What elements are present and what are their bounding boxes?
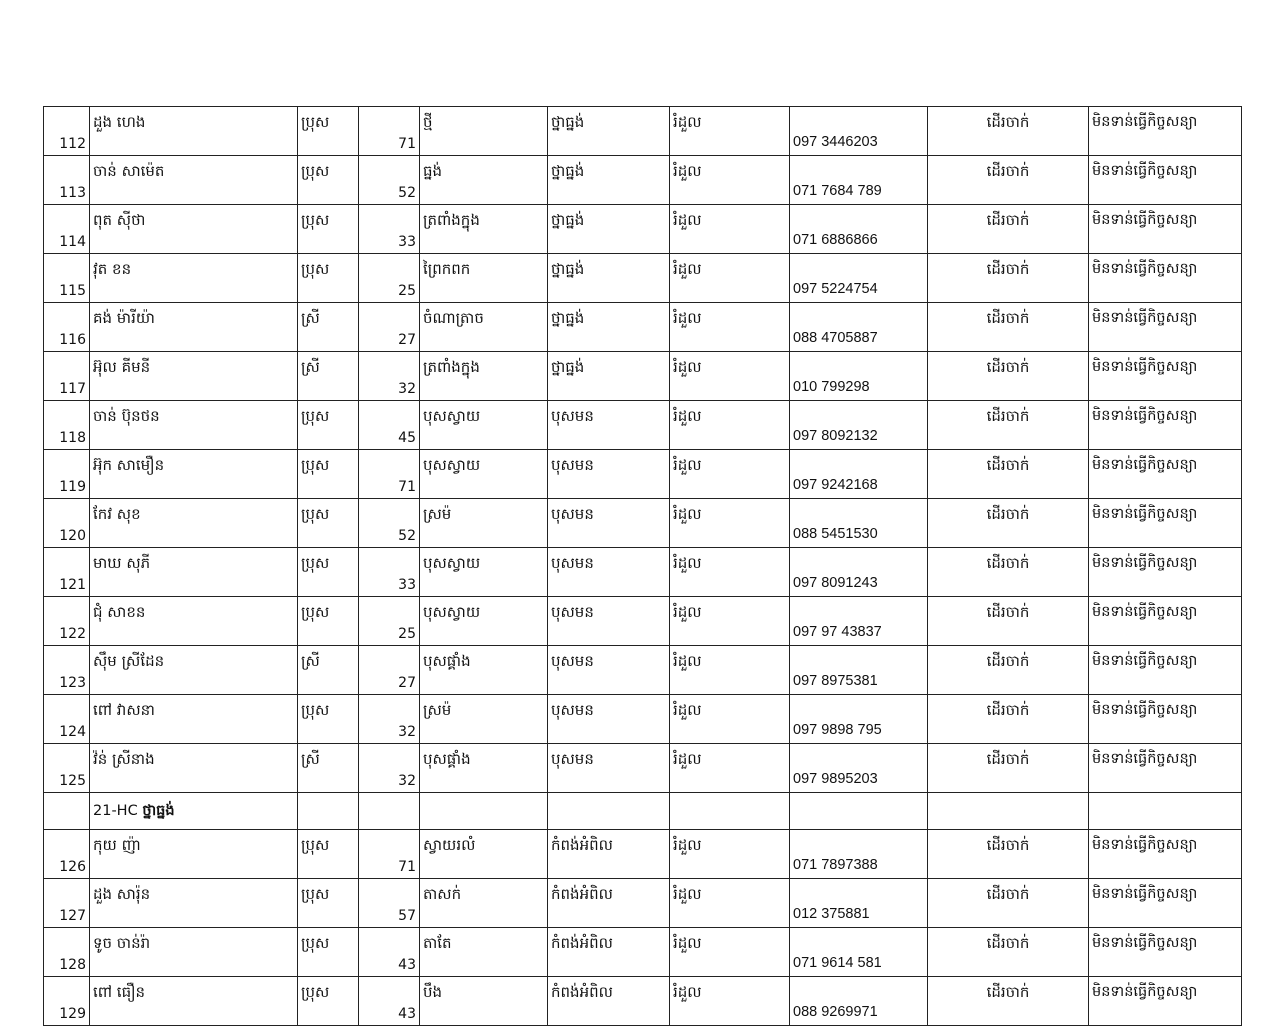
age-cell: 57 (359, 879, 420, 928)
row-number-cell: 113 (44, 156, 90, 205)
person-name-cell: កុយ ញ៉ា (90, 830, 298, 879)
row-number-cell: 125 (44, 744, 90, 793)
person-name-cell: កែវ សុខ (90, 499, 298, 548)
person-name-cell: ចាន់ សាម៉េត (90, 156, 298, 205)
commune-cell: បុសមន (548, 597, 670, 646)
travel-method-cell: ដើរចាក់ (928, 499, 1089, 548)
table-row (44, 597, 1242, 646)
sex-cell: ប្រុស (298, 830, 359, 879)
table-row (44, 352, 1242, 401)
phone-number-cell: 097 9898 795 (790, 695, 928, 744)
person-name-cell: ពុត ស៊ីថា (90, 205, 298, 254)
age-cell: 71 (359, 450, 420, 499)
table-row (44, 695, 1242, 744)
commune-cell: បុសមន (548, 646, 670, 695)
age-cell: 43 (359, 977, 420, 1026)
row-number-cell: 115 (44, 254, 90, 303)
contract-status-cell: មិនទាន់ធ្វើកិច្ចសន្យា (1089, 352, 1242, 401)
table-row (44, 450, 1242, 499)
sex-cell: ប្រុស (298, 107, 359, 156)
phone-number-cell: 071 9614 581 (790, 928, 928, 977)
row-number-cell: 123 (44, 646, 90, 695)
commune-cell: បុសមន (548, 450, 670, 499)
person-name-cell: ទូច ចាន់រ៉ា (90, 928, 298, 977)
row-number-cell: 118 (44, 401, 90, 450)
person-name-cell: ចាន់ ប៊ុនថន (90, 401, 298, 450)
phone-number-cell: 088 9269971 (790, 977, 928, 1026)
phone-number-cell: 097 8091243 (790, 548, 928, 597)
phone-number-cell: 097 5224754 (790, 254, 928, 303)
person-name-cell: ស៊ឹម ស្រីដែន (90, 646, 298, 695)
row-number-cell: 122 (44, 597, 90, 646)
district-cell: រំដួល (670, 646, 790, 695)
contract-status-cell: មិនទាន់ធ្វើកិច្ចសន្យា (1089, 254, 1242, 303)
person-name-cell: អ៊ុល គីមនី (90, 352, 298, 401)
village-cell: បុសស្វាយ (420, 597, 548, 646)
phone-number-cell: 097 3446203 (790, 107, 928, 156)
village-cell: បុសស្វាយ (420, 450, 548, 499)
rows-section-b (44, 830, 1242, 1026)
travel-method-cell: ដើរចាក់ (928, 352, 1089, 401)
contract-status-cell: មិនទាន់ធ្វើកិច្ចសន្យា (1089, 548, 1242, 597)
village-cell: បុសស្វាយ (420, 548, 548, 597)
sex-cell: ប្រុស (298, 450, 359, 499)
phone-number-cell: 088 4705887 (790, 303, 928, 352)
group-row (44, 793, 1242, 830)
age-cell: 33 (359, 205, 420, 254)
contract-status-cell: មិនទាន់ធ្វើកិច្ចសន្យា (1089, 156, 1242, 205)
travel-method-cell: ដើរចាក់ (928, 548, 1089, 597)
commune-cell: ថ្នាធ្នង់ (548, 254, 670, 303)
table-row (44, 156, 1242, 205)
row-number-cell: 112 (44, 107, 90, 156)
district-cell: រំដួល (670, 205, 790, 254)
phone-number-cell: 097 8975381 (790, 646, 928, 695)
travel-method-cell: ដើរចាក់ (928, 597, 1089, 646)
row-number-cell: 116 (44, 303, 90, 352)
sex-cell: ស្រី (298, 303, 359, 352)
district-cell: រំដួល (670, 977, 790, 1026)
contract-status-cell: មិនទាន់ធ្វើកិច្ចសន្យា (1089, 450, 1242, 499)
sex-cell: ប្រុស (298, 977, 359, 1026)
travel-method-cell: ដើរចាក់ (928, 205, 1089, 254)
village-cell: ថ្មី (420, 107, 548, 156)
registry-sheet (43, 106, 1241, 1026)
person-name-cell: ពៅ វាសនា (90, 695, 298, 744)
age-cell: 25 (359, 597, 420, 646)
commune-cell: កំពង់អំពិល (548, 830, 670, 879)
person-name-cell: វ៉ន់ ស្រីនាង (90, 744, 298, 793)
district-cell: រំដួល (670, 450, 790, 499)
village-cell: ធ្នង់ (420, 156, 548, 205)
travel-method-cell: ដើរចាក់ (928, 107, 1089, 156)
sex-cell: ស្រី (298, 744, 359, 793)
contract-status-cell: មិនទាន់ធ្វើកិច្ចសន្យា (1089, 499, 1242, 548)
age-cell: 71 (359, 107, 420, 156)
rows-section-a (44, 107, 1242, 793)
travel-method-cell: ដើរចាក់ (928, 303, 1089, 352)
row-number-cell: 124 (44, 695, 90, 744)
district-cell: រំដួល (670, 695, 790, 744)
sex-cell: ប្រុស (298, 548, 359, 597)
age-cell: 32 (359, 744, 420, 793)
commune-cell: ថ្នាធ្នង់ (548, 107, 670, 156)
table-row (44, 830, 1242, 879)
district-cell: រំដួល (670, 352, 790, 401)
village-cell: តាសក់ (420, 879, 548, 928)
village-cell: បុសផ្គាំង (420, 646, 548, 695)
row-number-cell: 120 (44, 499, 90, 548)
phone-number-cell: 071 7684 789 (790, 156, 928, 205)
travel-method-cell: ដើរចាក់ (928, 401, 1089, 450)
age-cell: 25 (359, 254, 420, 303)
commune-cell: ថ្នាធ្នង់ (548, 205, 670, 254)
village-cell: ស្វាយរលំ (420, 830, 548, 879)
phone-number-cell: 071 6886866 (790, 205, 928, 254)
contract-status-cell: មិនទាន់ធ្វើកិច្ចសន្យា (1089, 830, 1242, 879)
district-cell: រំដួល (670, 156, 790, 205)
table-row (44, 928, 1242, 977)
contract-status-cell: មិនទាន់ធ្វើកិច្ចសន្យា (1089, 303, 1242, 352)
person-name-cell: ជុំ សាខន (90, 597, 298, 646)
registry-table (43, 106, 1242, 1026)
travel-method-cell: ដើរចាក់ (928, 977, 1089, 1026)
village-cell: ត្រពាំងក្នុង (420, 205, 548, 254)
row-number-cell: 119 (44, 450, 90, 499)
district-cell: រំដួល (670, 303, 790, 352)
sex-cell: ប្រុស (298, 254, 359, 303)
person-name-cell: ដួង សារ៉ុន (90, 879, 298, 928)
contract-status-cell: មិនទាន់ធ្វើកិច្ចសន្យា (1089, 879, 1242, 928)
age-cell: 43 (359, 928, 420, 977)
travel-method-cell: ដើរចាក់ (928, 156, 1089, 205)
district-cell: រំដួល (670, 254, 790, 303)
village-cell: ស្រម៉ (420, 499, 548, 548)
contract-status-cell: មិនទាន់ធ្វើកិច្ចសន្យា (1089, 928, 1242, 977)
district-cell: រំដួល (670, 744, 790, 793)
table-row (44, 401, 1242, 450)
phone-number-cell: 088 5451530 (790, 499, 928, 548)
sex-cell: ប្រុស (298, 597, 359, 646)
sex-cell: ប្រុស (298, 205, 359, 254)
person-name-cell: វុត ខន (90, 254, 298, 303)
table-row (44, 303, 1242, 352)
travel-method-cell: ដើរចាក់ (928, 928, 1089, 977)
district-cell: រំដួល (670, 499, 790, 548)
village-cell: ស្រម៉ (420, 695, 548, 744)
district-cell: រំដួល (670, 928, 790, 977)
phone-number-cell: 012 375881 (790, 879, 928, 928)
travel-method-cell: ដើរចាក់ (928, 646, 1089, 695)
commune-cell: បុសមន (548, 401, 670, 450)
group-section (44, 793, 1242, 830)
district-cell: រំដួល (670, 107, 790, 156)
person-name-cell: ពៅ ធឿន (90, 977, 298, 1026)
commune-cell: កំពង់អំពិល (548, 977, 670, 1026)
commune-cell: បុសមន (548, 548, 670, 597)
age-cell: 52 (359, 156, 420, 205)
table-row (44, 205, 1242, 254)
table-row (44, 548, 1242, 597)
commune-cell: កំពង់អំពិល (548, 928, 670, 977)
sex-cell: ស្រី (298, 352, 359, 401)
sex-cell: ប្រុស (298, 695, 359, 744)
row-number-cell: 127 (44, 879, 90, 928)
person-name-cell: មាឃ សុភី (90, 548, 298, 597)
travel-method-cell: ដើរចាក់ (928, 695, 1089, 744)
row-number-cell: 121 (44, 548, 90, 597)
contract-status-cell: មិនទាន់ធ្វើកិច្ចសន្យា (1089, 205, 1242, 254)
contract-status-cell: មិនទាន់ធ្វើកិច្ចសន្យា (1089, 744, 1242, 793)
phone-number-cell: 010 799298 (790, 352, 928, 401)
group-name: ថ្នាធ្នង់ (142, 802, 175, 819)
age-cell: 27 (359, 303, 420, 352)
district-cell: រំដួល (670, 597, 790, 646)
row-number-cell: 117 (44, 352, 90, 401)
commune-cell: បុសមន (548, 499, 670, 548)
district-cell: រំដួល (670, 548, 790, 597)
phone-number-cell: 097 97 43837 (790, 597, 928, 646)
age-cell: 45 (359, 401, 420, 450)
group-code: 21-HC (93, 802, 138, 819)
person-name-cell: គង់ ម៉ារីយ៉ា (90, 303, 298, 352)
travel-method-cell: ដើរចាក់ (928, 744, 1089, 793)
contract-status-cell: មិនទាន់ធ្វើកិច្ចសន្យា (1089, 401, 1242, 450)
contract-status-cell: មិនទាន់ធ្វើកិច្ចសន្យា (1089, 977, 1242, 1026)
commune-cell: ថ្នាធ្នង់ (548, 156, 670, 205)
contract-status-cell: មិនទាន់ធ្វើកិច្ចសន្យា (1089, 597, 1242, 646)
village-cell: បុសស្វាយ (420, 401, 548, 450)
phone-number-cell: 097 8092132 (790, 401, 928, 450)
village-cell: ត្រពាំងក្នុង (420, 352, 548, 401)
phone-number-cell: 071 7897388 (790, 830, 928, 879)
sex-cell: ប្រុស (298, 499, 359, 548)
village-cell: បុសផ្គាំង (420, 744, 548, 793)
commune-cell: ថ្នាធ្នង់ (548, 352, 670, 401)
sex-cell: ប្រុស (298, 879, 359, 928)
sex-cell: ប្រុស (298, 928, 359, 977)
village-cell: តាតែ (420, 928, 548, 977)
table-row (44, 977, 1242, 1026)
commune-cell: ថ្នាធ្នង់ (548, 303, 670, 352)
age-cell: 71 (359, 830, 420, 879)
sex-cell: ប្រុស (298, 156, 359, 205)
age-cell: 32 (359, 695, 420, 744)
phone-number-cell: 097 9242168 (790, 450, 928, 499)
district-cell: រំដួល (670, 830, 790, 879)
sex-cell: ស្រី (298, 646, 359, 695)
village-cell: បឹង (420, 977, 548, 1026)
age-cell: 33 (359, 548, 420, 597)
table-row (44, 107, 1242, 156)
district-cell: រំដួល (670, 879, 790, 928)
travel-method-cell: ដើរចាក់ (928, 450, 1089, 499)
contract-status-cell: មិនទាន់ធ្វើកិច្ចសន្យា (1089, 646, 1242, 695)
travel-method-cell: ដើរចាក់ (928, 254, 1089, 303)
phone-number-cell: 097 9895203 (790, 744, 928, 793)
row-number-cell: 129 (44, 977, 90, 1026)
contract-status-cell: មិនទាន់ធ្វើកិច្ចសន្យា (1089, 695, 1242, 744)
contract-status-cell: មិនទាន់ធ្វើកិច្ចសន្យា (1089, 107, 1242, 156)
village-cell: ចំណាត្រាច (420, 303, 548, 352)
sex-cell: ប្រុស (298, 401, 359, 450)
age-cell: 27 (359, 646, 420, 695)
person-name-cell: អ៊ុក សាមឿន (90, 450, 298, 499)
district-cell: រំដួល (670, 401, 790, 450)
age-cell: 52 (359, 499, 420, 548)
group-label (90, 793, 298, 830)
village-cell: ព្រៃកពក (420, 254, 548, 303)
table-row (44, 646, 1242, 695)
row-number-cell: 128 (44, 928, 90, 977)
table-row (44, 254, 1242, 303)
table-row (44, 879, 1242, 928)
age-cell: 32 (359, 352, 420, 401)
table-row (44, 744, 1242, 793)
travel-method-cell: ដើរចាក់ (928, 830, 1089, 879)
row-number-cell: 114 (44, 205, 90, 254)
commune-cell: កំពង់អំពិល (548, 879, 670, 928)
person-name-cell: ដួង ហេង (90, 107, 298, 156)
commune-cell: បុសមន (548, 695, 670, 744)
row-number-cell: 126 (44, 830, 90, 879)
table-row (44, 499, 1242, 548)
travel-method-cell: ដើរចាក់ (928, 879, 1089, 928)
commune-cell: បុសមន (548, 744, 670, 793)
